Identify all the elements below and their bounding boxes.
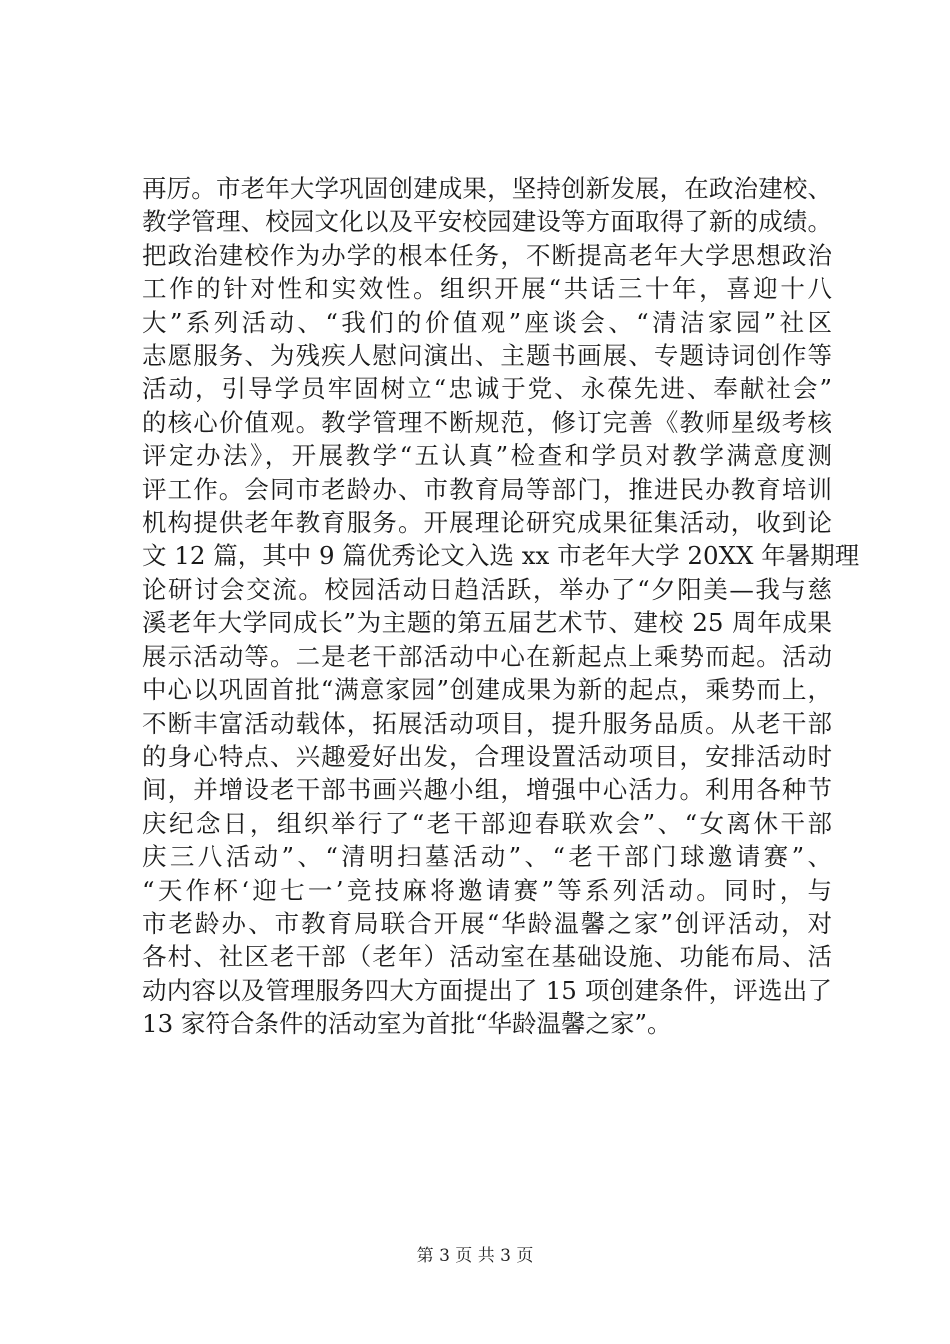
text-line: 志愿服务、为残疾人慰问演出、主题书画展、专题诗词创作等 — [142, 341, 832, 371]
text-line: “天作杯‘迎七一’竞技麻将邀请赛”等系列活动。同时，与 — [142, 875, 832, 905]
text-line: 展示活动等。二是老干部活动中心在新起点上乘势而起。活动 — [142, 641, 832, 671]
text-line: 文 12 篇，其中 9 篇优秀论文入选 xx 市老年大学 20XX 年暑期理 — [142, 541, 860, 571]
text-line: 论研讨会交流。校园活动日趋活跃，举办了“夕阳美—我与慈 — [142, 574, 832, 604]
text-line: 工作的针对性和实效性。组织开展“共话三十年，喜迎十八 — [142, 274, 832, 304]
text-line: 间，并增设老干部书画兴趣小组，增强中心活力。利用各种节 — [142, 775, 832, 805]
text-line: 溪老年大学同成长”为主题的第五届艺术节、建校 25 周年成果 — [142, 608, 832, 638]
text-line: 大”系列活动、“我们的价值观”座谈会、“清洁家园”社区 — [142, 307, 832, 337]
text-line: 教学管理、校园文化以及平安校园建设等方面取得了新的成绩。 — [142, 207, 832, 237]
page-footer: 第 3 页 共 3 页 — [416, 1246, 534, 1266]
text-line: 庆纪念日，组织举行了“老干部迎春联欢会”、“女离休干部 — [142, 808, 832, 838]
text-line: 评工作。会同市老龄办、市教育局等部门，推进民办教育培训 — [142, 474, 832, 504]
text-line: 庆三八活动”、“清明扫墓活动”、“老干部门球邀请赛”、 — [142, 842, 832, 872]
text-line: 13 家符合条件的活动室为首批“华龄温馨之家”。 — [142, 1009, 672, 1039]
text-line: 不断丰富活动载体，拓展活动项目，提升服务品质。从老干部 — [142, 708, 832, 738]
text-line: 中心以巩固首批“满意家园”创建成果为新的起点，乘势而上， — [142, 675, 832, 705]
text-line: 把政治建校作为办学的根本任务，不断提高老年大学思想政治 — [142, 240, 832, 270]
text-line: 机构提供老年教育服务。开展理论研究成果征集活动，收到论 — [142, 508, 832, 538]
text-line: 市老龄办、市教育局联合开展“华龄温馨之家”创评活动，对 — [142, 908, 832, 938]
body-paragraph — [142, 172, 860, 1041]
text-line: 各村、社区老干部（老年）活动室在基础设施、功能布局、活 — [142, 942, 832, 972]
text-line: 的身心特点、兴趣爱好出发，合理设置活动项目，安排活动时 — [142, 741, 832, 771]
text-line: 再厉。市老年大学巩固创建成果，坚持创新发展，在政治建校、 — [142, 174, 832, 203]
text-line: 动内容以及管理服务四大方面提出了 15 项创建条件，评选出了 — [142, 975, 832, 1005]
text-line: 评定办法》，开展教学“五认真”检查和学员对教学满意度测 — [142, 441, 832, 471]
text-line: 的核心价值观。教学管理不断规范，修订完善《教师星级考核 — [142, 407, 832, 437]
text-line: 活动，引导学员牢固树立“忠诚于党、永葆先进、奉献社会” — [142, 374, 832, 404]
